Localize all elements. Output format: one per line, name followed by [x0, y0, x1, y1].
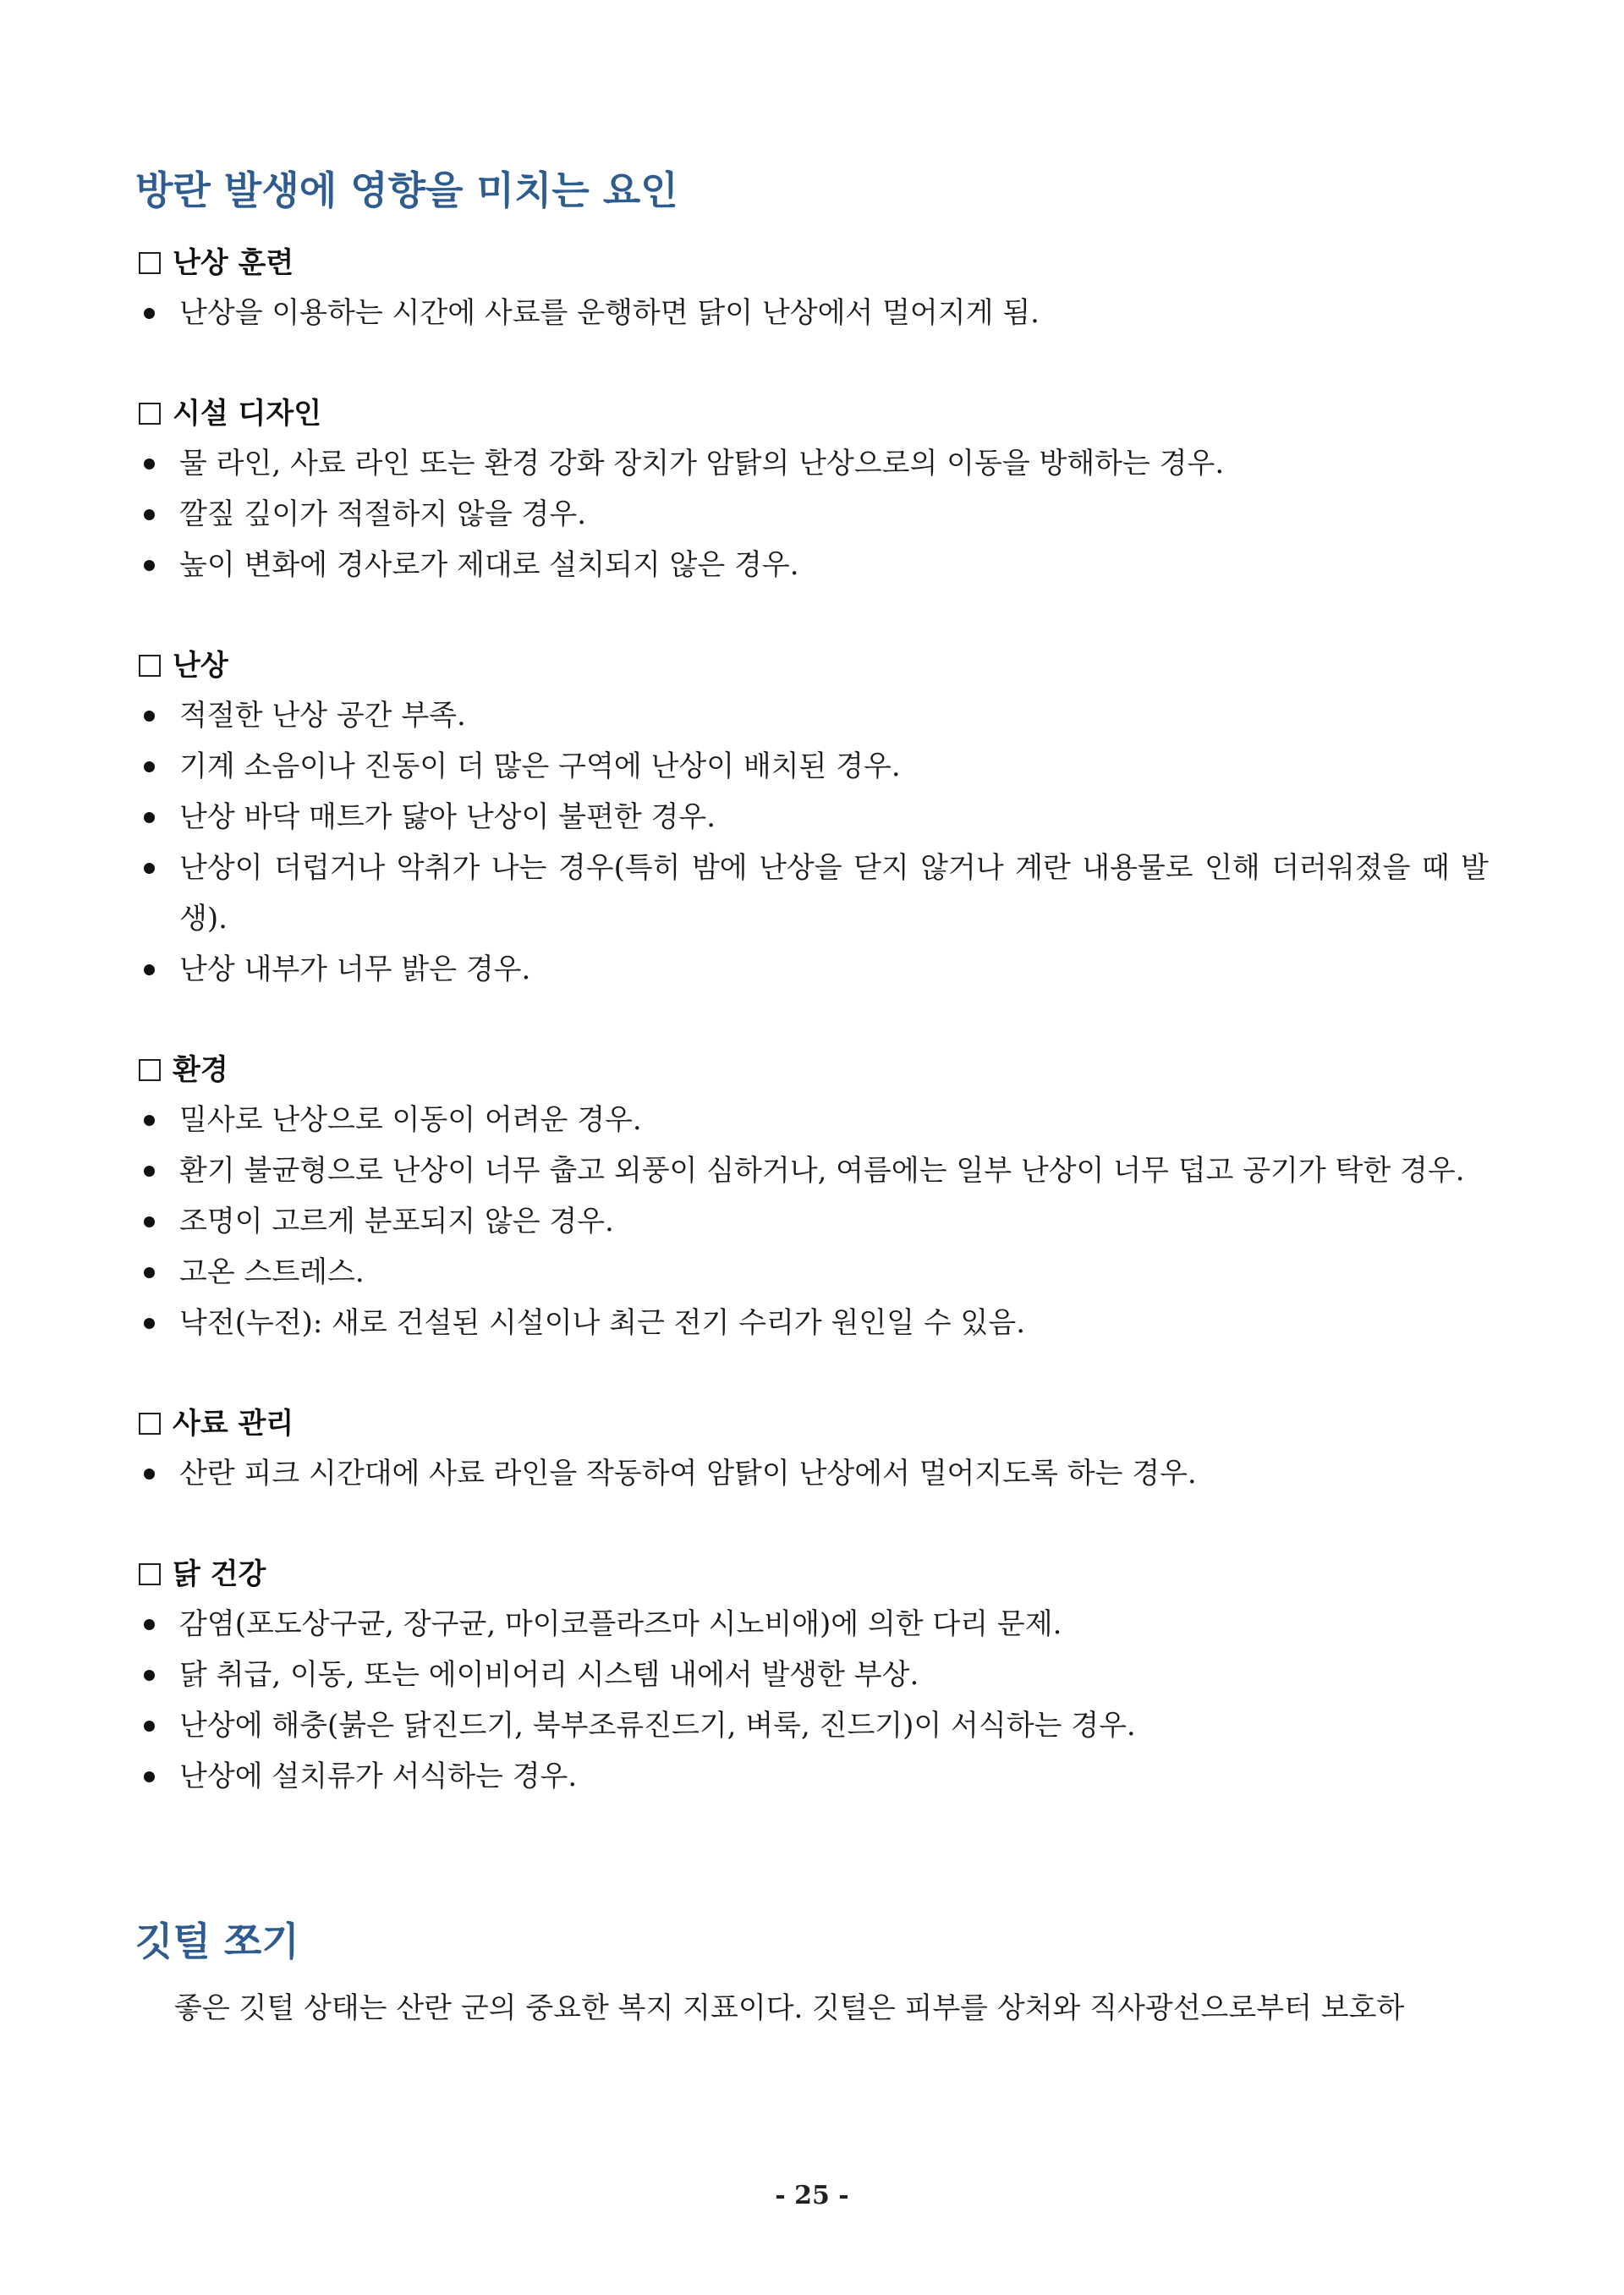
- subsection-heading-text: 환경: [173, 1053, 228, 1087]
- list-item: 환기 불균형으로 난상이 너무 춥고 외풍이 심하거나, 여름에는 일부 난상이 너무 덥고 공기가 탁한 경우.: [135, 1145, 1489, 1196]
- checkbox-icon: [139, 1413, 161, 1435]
- bullet-icon: [144, 761, 155, 772]
- subsection-environment: [135, 1046, 1489, 1348]
- subsection-feed-management: [135, 1399, 1489, 1499]
- list-item: 난상에 해충(붉은 닭진드기, 북부조류진드기, 벼룩, 진드기)이 서식하는 경우.: [135, 1700, 1489, 1751]
- bullet-icon: [144, 458, 155, 469]
- bullet-icon: [144, 863, 155, 874]
- list-item: 깔짚 깊이가 적절하지 않을 경우.: [135, 489, 1489, 540]
- list-item: 난상이 더럽거나 악취가 나는 경우(특히 밤에 난상을 닫지 않거나 계란 내용물로 인해 더러워졌을 때 발생).: [135, 843, 1489, 944]
- bullet-list: [135, 1095, 1489, 1348]
- list-item: 낙전(누전): 새로 건설된 시설이나 최근 전기 수리가 원인일 수 있음.: [135, 1298, 1489, 1348]
- bullet-icon: [144, 308, 155, 319]
- list-item: 닭 취급, 이동, 또는 에이비어리 시스템 내에서 발생한 부상.: [135, 1650, 1489, 1700]
- bullet-list: [135, 438, 1489, 590]
- subsection-heading: [135, 239, 1489, 288]
- subsection-heading-text: 시설 디자인: [173, 397, 322, 431]
- list-item: 고온 스트레스.: [135, 1247, 1489, 1298]
- checkbox-icon: [139, 1563, 161, 1585]
- list-item: 물 라인, 사료 라인 또는 환경 강화 장치가 암탉의 난상으로의 이동을 방해하는 경우.: [135, 438, 1489, 489]
- bullet-icon: [144, 1721, 155, 1732]
- section-title: 깃털 쪼기: [135, 1919, 299, 1964]
- list-item: 높이 변화에 경사로가 제대로 설치되지 않은 경우.: [135, 540, 1489, 590]
- subsection-heading: [135, 389, 1489, 438]
- bullet-icon: [144, 1619, 155, 1630]
- bullet-list: [135, 288, 1489, 338]
- page-number: - 25 -: [775, 2181, 849, 2210]
- bullet-icon: [144, 1771, 155, 1782]
- bullet-icon: [144, 812, 155, 823]
- checkbox-icon: [139, 655, 161, 677]
- bullet-icon: [144, 1216, 155, 1227]
- bullet-list: [135, 1448, 1489, 1499]
- checkbox-icon: [139, 252, 161, 274]
- bullet-icon: [144, 711, 155, 722]
- subsection-heading-text: 난상 훈련: [173, 246, 294, 280]
- list-item: 기계 소음이나 진동이 더 많은 구역에 난상이 배치된 경우.: [135, 741, 1489, 792]
- bullet-icon: [144, 964, 155, 975]
- subsection-heading: [135, 1399, 1489, 1448]
- subsection-heading-text: 사료 관리: [173, 1407, 294, 1441]
- subsection-nest-training: [135, 239, 1489, 338]
- subsection-heading: [135, 1046, 1489, 1095]
- bullet-icon: [144, 1115, 155, 1126]
- list-item: 난상에 설치류가 서식하는 경우.: [135, 1751, 1489, 1802]
- bullet-icon: [144, 509, 155, 520]
- bullet-icon: [144, 1166, 155, 1177]
- list-item: 난상 내부가 너무 밝은 경우.: [135, 944, 1489, 995]
- bullet-icon: [144, 560, 155, 571]
- list-item: 난상 바닥 매트가 닳아 난상이 불편한 경우.: [135, 792, 1489, 843]
- section-title: 방란 발생에 영향을 미치는 요인: [135, 167, 678, 213]
- subsection-nest: [135, 641, 1489, 995]
- subsection-heading-text: 난상: [173, 649, 228, 683]
- checkbox-icon: [139, 403, 161, 425]
- bullet-icon: [144, 1469, 155, 1480]
- body-paragraph: 좋은 깃털 상태는 산란 군의 중요한 복지 지표이다. 깃털은 피부를 상처와 직사광선으로부터 보호하: [174, 1991, 1405, 2025]
- subsection-heading: [135, 641, 1489, 690]
- subsection-heading: [135, 1550, 1489, 1599]
- list-item: 난상을 이용하는 시간에 사료를 운행하면 닭이 난상에서 멀어지게 됨.: [135, 288, 1489, 338]
- bullet-list: [135, 690, 1489, 995]
- subsection-chicken-health: [135, 1550, 1489, 1802]
- bullet-icon: [144, 1267, 155, 1278]
- list-item: 밀사로 난상으로 이동이 어려운 경우.: [135, 1095, 1489, 1145]
- list-item: 감염(포도상구균, 장구균, 마이코플라즈마 시노비애)에 의한 다리 문제.: [135, 1599, 1489, 1650]
- list-item: 적절한 난상 공간 부족.: [135, 690, 1489, 741]
- list-item: 산란 피크 시간대에 사료 라인을 작동하여 암탉이 난상에서 멀어지도록 하는 경우.: [135, 1448, 1489, 1499]
- list-item: 조명이 고르게 분포되지 않은 경우.: [135, 1196, 1489, 1247]
- bullet-icon: [144, 1318, 155, 1329]
- bullet-list: [135, 1599, 1489, 1802]
- subsection-heading-text: 닭 건강: [173, 1557, 266, 1591]
- page-content: [135, 154, 1489, 2034]
- subsection-facility-design: [135, 389, 1489, 590]
- bullet-icon: [144, 1670, 155, 1681]
- checkbox-icon: [139, 1059, 161, 1081]
